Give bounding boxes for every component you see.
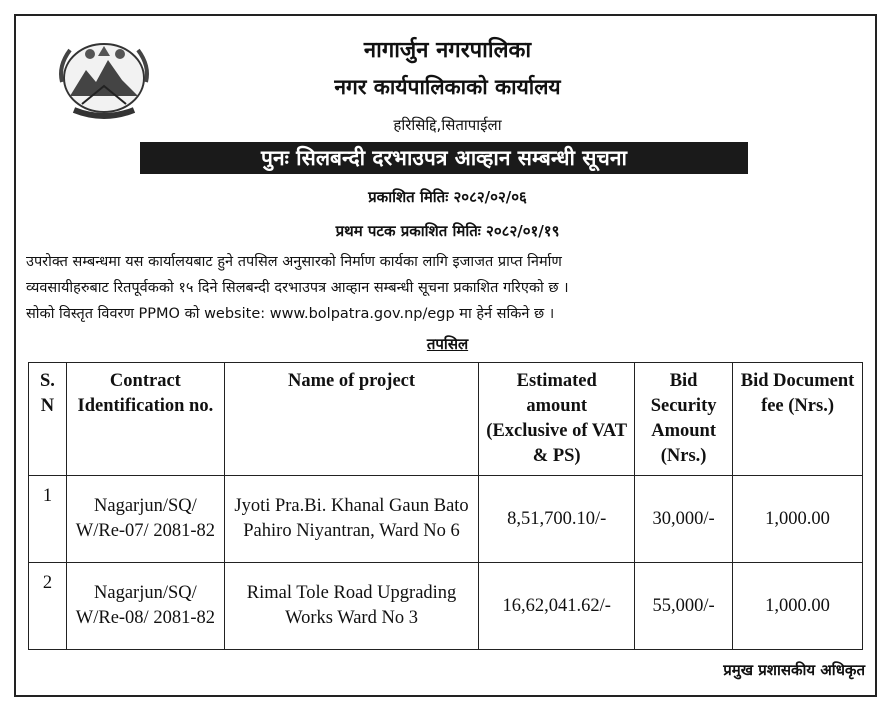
signatory-title: प्रमुख प्रशासकीय अधिकृत — [723, 661, 865, 679]
header-contract-id: Contract Identification no. — [66, 363, 224, 476]
tender-table — [28, 362, 863, 650]
cell-document-fee: 1,000.00 — [733, 476, 863, 563]
cell-document-fee: 1,000.00 — [733, 563, 863, 650]
cell-project-name: Jyoti Pra.Bi. Khanal Gaun Bato Pahiro Niyantran, Ward No 6 — [224, 476, 478, 563]
schedule-heading: तपसिल — [426, 335, 469, 353]
notice-body — [26, 249, 866, 327]
office-name: नगर कार्यपालिकाको कार्यालय — [334, 75, 561, 99]
notice-body-line: उपरोक्त सम्बन्धमा यस कार्यालयबाट हुने तपसिल अनुसारको निर्माण कार्यका लागि इजाजत प्राप्त निर्माण — [26, 254, 562, 270]
cell-bid-security: 55,000/- — [635, 563, 733, 650]
cell-contract-id: Nagarjun/SQ/ W/Re-07/ 2081-82 — [66, 476, 224, 563]
published-date: प्रकाशित मितिः २०८२/०२/०६ — [368, 188, 527, 206]
organization-name: नागार्जुन नगरपालिका — [363, 38, 532, 63]
cell-sn: 1 — [29, 476, 67, 563]
cell-estimated-amount: 16,62,041.62/- — [479, 563, 635, 650]
table-row — [29, 563, 863, 650]
header-document-fee: Bid Document fee (Nrs.) — [733, 363, 863, 476]
header-sn: S. N — [29, 363, 67, 476]
cell-sn: 2 — [29, 563, 67, 650]
notice-title: पुनः सिलबन्दी दरभाउपत्र आव्हान सम्बन्धी सूचना — [140, 142, 748, 174]
office-address: हरिसिद्दि,सितापाईला — [393, 116, 502, 134]
header-bid-security: Bid Security Amount (Nrs.) — [635, 363, 733, 476]
notice-body-line: सोको विस्तृत विवरण PPMO को website: www.bolpatra.gov.np/egp मा हेर्न सकिने छ । — [26, 306, 555, 322]
cell-contract-id: Nagarjun/SQ/ W/Re-08/ 2081-82 — [66, 563, 224, 650]
header-project-name: Name of project — [224, 363, 478, 476]
first-published-date: प्रथम पटक प्रकाशित मितिः २०८२/०१/१९ — [335, 222, 560, 240]
header-estimated-amount: Estimated amount (Exclusive of VAT & PS) — [479, 363, 635, 476]
cell-estimated-amount: 8,51,700.10/- — [479, 476, 635, 563]
cell-project-name: Rimal Tole Road Upgrading Works Ward No 3 — [224, 563, 478, 650]
notice-body-line: व्यवसायीहरुबाट रितपूर्वकको १५ दिने सिलबन्दी दरभाउपत्र आव्हान सम्बन्धी सूचना प्रकाशित गरिएको छ । — [26, 280, 569, 296]
table-row — [29, 476, 863, 563]
table-header-row — [29, 363, 863, 476]
cell-bid-security: 30,000/- — [635, 476, 733, 563]
